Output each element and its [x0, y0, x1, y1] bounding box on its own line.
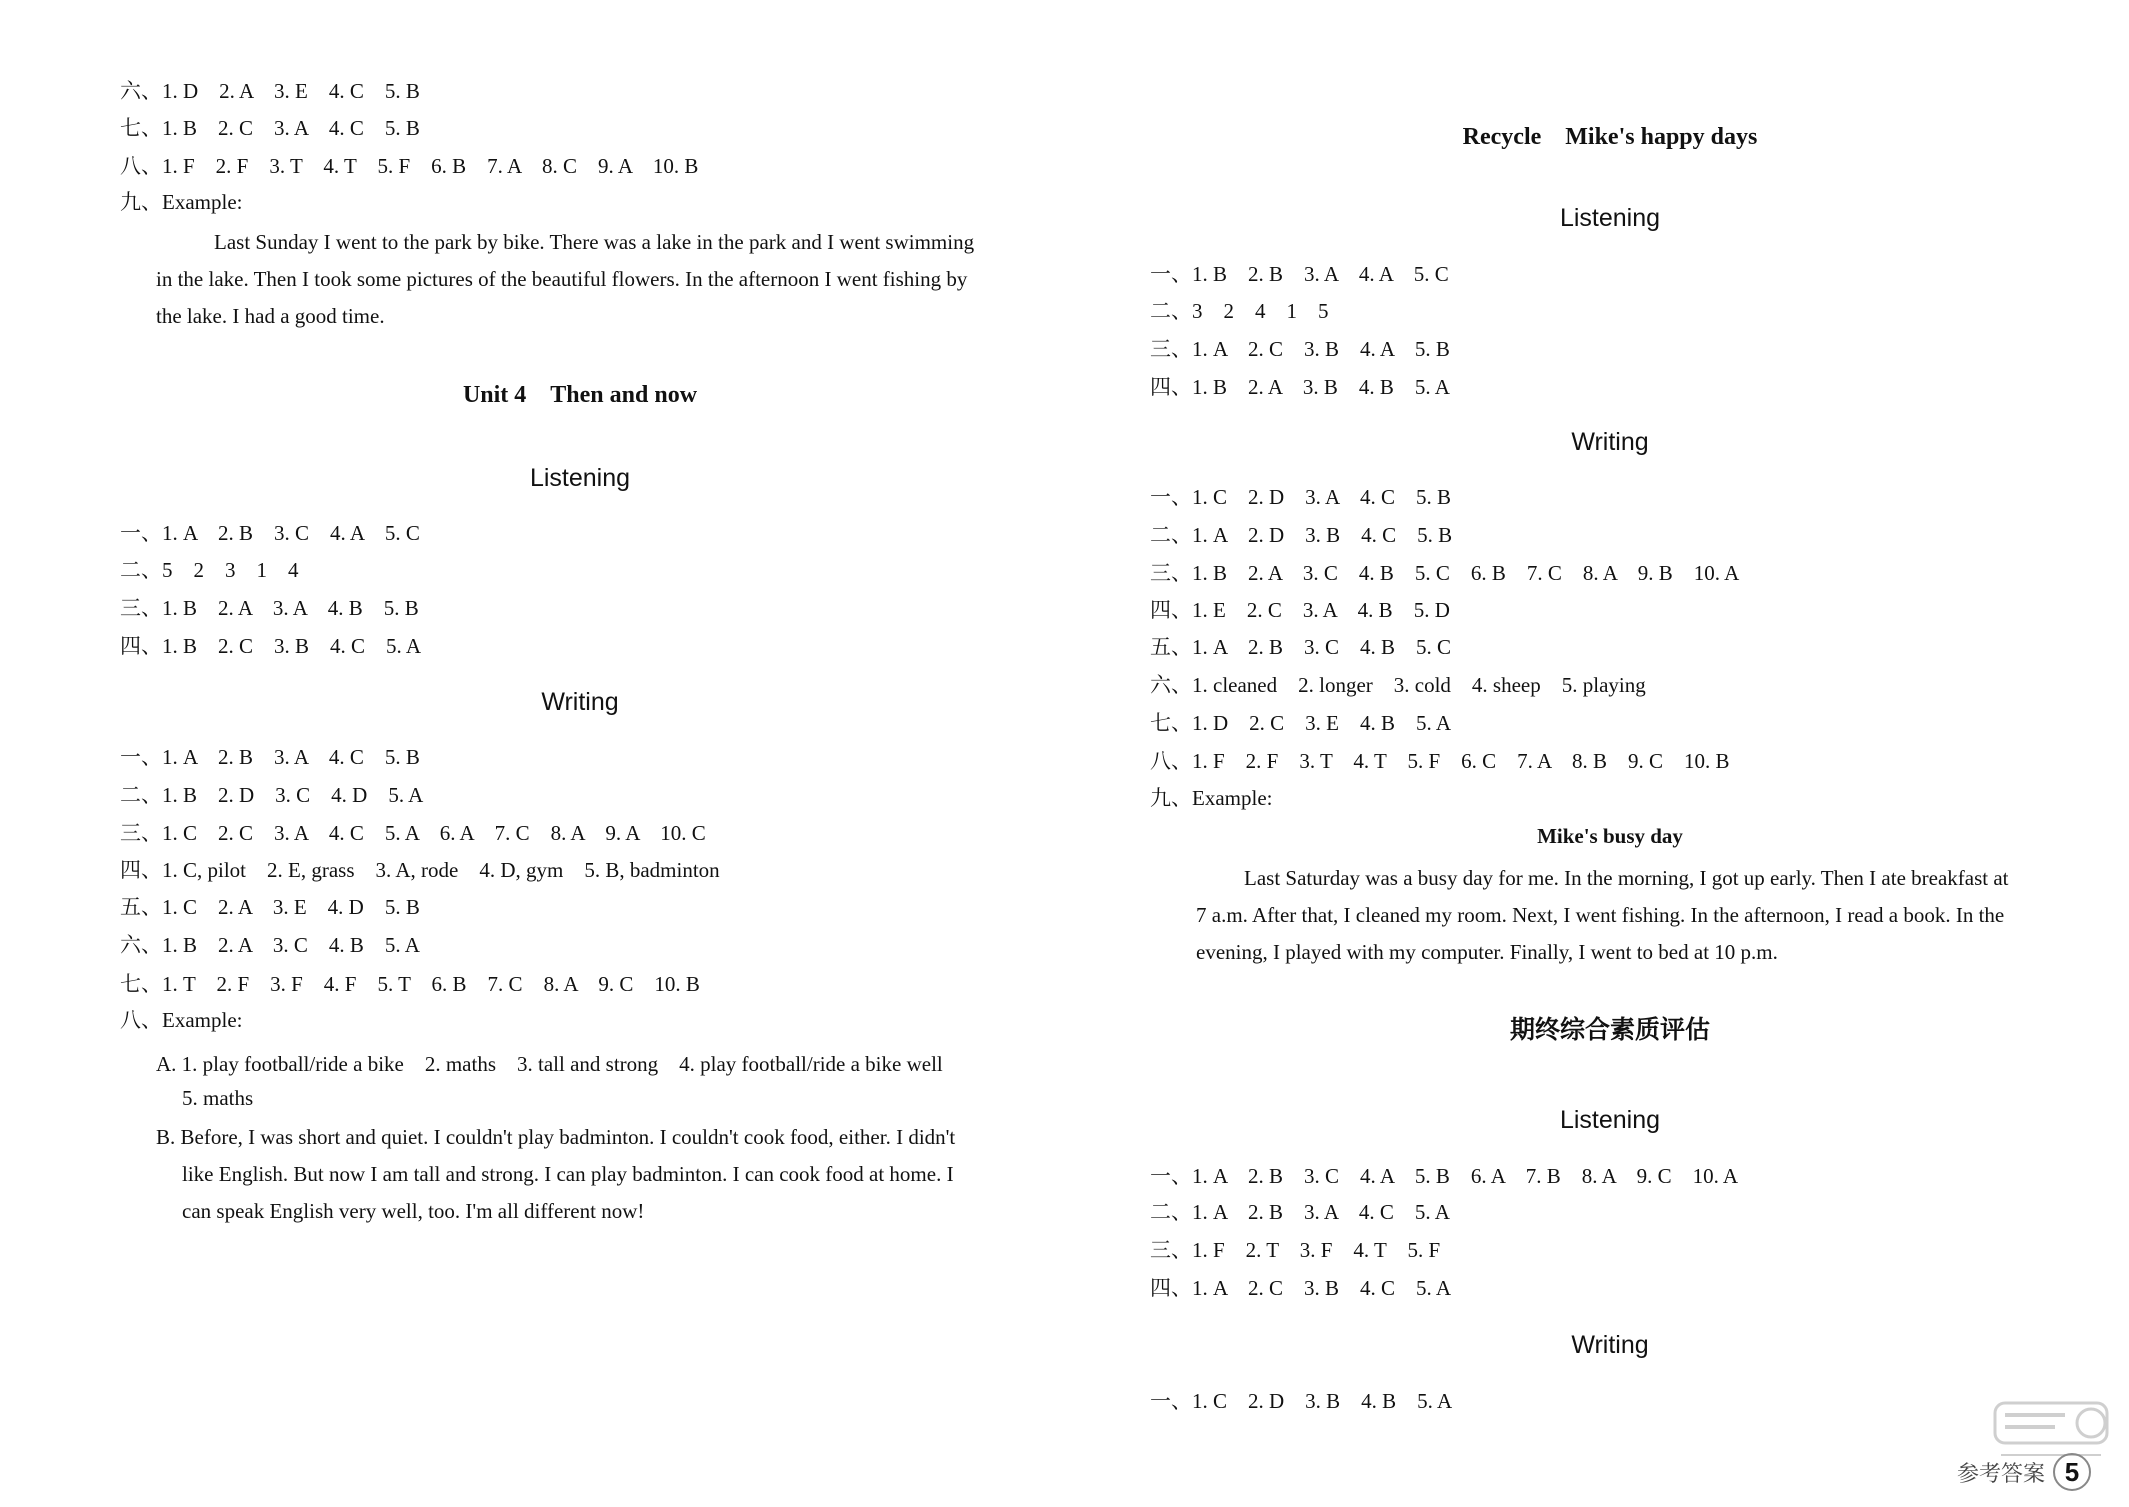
answer-line: 五、1. C 2. A 3. E 4. D 5. B [120, 895, 420, 919]
answer-line: 二、5 2 3 1 4 [120, 558, 299, 582]
answer-line: 三、1. F 2. T 3. F 4. T 5. F [1150, 1238, 1441, 1262]
answer-line: 一、1. C 2. D 3. B 4. B 5. A [1150, 1389, 1453, 1413]
final-assessment-title: 期终综合素质评估 [1509, 1015, 1710, 1044]
answer-line: 九、Example: [1150, 786, 1273, 810]
answer-line: 六、1. B 2. A 3. C 4. B 5. A [120, 933, 420, 957]
example-line: 5. maths [182, 1086, 254, 1110]
essay-line: the lake. I had a good time. [156, 304, 385, 328]
answer-line: 四、1. C, pilot 2. E, grass 3. A, rode 4. D, gym 5. B, badminton [120, 858, 720, 882]
answer-line: 八、Example: [120, 1008, 243, 1032]
essay-line: 7 a.m. After that, I cleaned my room. Next, I went fishing. In the afternoon, I read a book. In the [1196, 903, 2005, 927]
answer-line: 三、1. B 2. A 3. A 4. B 5. B [120, 596, 419, 620]
answer-line: 九、Example: [120, 190, 243, 214]
answer-line: 一、1. B 2. B 3. A 4. A 5. C [1150, 262, 1449, 286]
answer-line: 一、1. A 2. B 3. C 4. A 5. B 6. A 7. B 8. A 9. C 10. A [1150, 1164, 1739, 1188]
answer-line: 六、1. cleaned 2. longer 3. cold 4. sheep 5. playing [1150, 673, 1646, 697]
writing-heading: Writing [541, 688, 619, 716]
answer-line: 二、3 2 4 1 5 [1150, 299, 1329, 323]
answer-line: 一、1. C 2. D 3. A 4. C 5. B [1150, 485, 1452, 509]
answer-line: 七、1. B 2. C 3. A 4. C 5. B [120, 116, 420, 140]
example-line: B. Before, I was short and quiet. I couldn't play badminton. I couldn't cook food, either. I didn't [156, 1125, 956, 1149]
answer-line: 三、1. B 2. A 3. C 4. B 5. C 6. B 7. C 8. A 9. B 10. A [1150, 561, 1740, 585]
answer-line: 四、1. B 2. C 3. B 4. C 5. A [120, 634, 422, 658]
answer-line: 六、1. D 2. A 3. E 4. C 5. B [120, 79, 420, 103]
answer-line: 四、1. A 2. C 3. B 4. C 5. A [1150, 1276, 1452, 1300]
writing-heading: Writing [1571, 428, 1649, 456]
answer-line: 七、1. T 2. F 3. F 4. F 5. T 6. B 7. C 8. A 9. C 10. B [120, 972, 700, 996]
final-writing-heading: Writing [1571, 1331, 1649, 1359]
essay-line: in the lake. Then I took some pictures of the beautiful flowers. In the afternoon I went fishing by [156, 267, 968, 291]
listening-heading: Listening [529, 464, 631, 492]
footer-label: 参考答案 [1956, 1460, 2045, 1486]
example-line: can speak English very well, too. I'm all different now! [182, 1199, 645, 1223]
answer-line: 三、1. A 2. C 3. B 4. A 5. B [1150, 337, 1450, 361]
answer-line: 四、1. B 2. A 3. B 4. B 5. A [1150, 375, 1450, 399]
final-listening-heading: Listening [1559, 1106, 1661, 1134]
answer-line: 八、1. F 2. F 3. T 4. T 5. F 6. B 7. A 8. C 9. A 10. B [120, 154, 699, 178]
answer-line: 三、1. C 2. C 3. A 4. C 5. A 6. A 7. C 8. A 9. A 10. C [120, 821, 706, 845]
answer-line: 四、1. E 2. C 3. A 4. B 5. D [1150, 598, 1450, 622]
answer-line: 七、1. D 2. C 3. E 4. B 5. A [1150, 711, 1452, 735]
essay-title: Mike's busy day [1537, 824, 1683, 848]
answer-line: 一、1. A 2. B 3. C 4. A 5. C [120, 521, 420, 545]
example-line: like English. But now I am tall and strong. I can play badminton. I can cook food at home. I [182, 1162, 954, 1186]
answer-line: 五、1. A 2. B 3. C 4. B 5. C [1150, 635, 1452, 659]
example-line: A. 1. play football/ride a bike 2. maths 3. tall and strong 4. play football/ride a bike well [156, 1052, 943, 1076]
answer-line: 一、1. A 2. B 3. A 4. C 5. B [120, 745, 420, 769]
page-number: 5 [2053, 1453, 2091, 1491]
essay-line: Last Saturday was a busy day for me. In the morning, I got up early. Then I ate breakfast at [1244, 866, 2009, 890]
recycle-title: Recycle Mike's happy days [1462, 124, 1758, 150]
essay-line: evening, I played with my computer. Finally, I went to bed at 10 p.m. [1196, 940, 1778, 964]
listening-heading: Listening [1559, 204, 1661, 232]
essay-line: Last Sunday I went to the park by bike. There was a lake in the park and I went swimming [214, 230, 975, 254]
answer-line: 二、1. B 2. D 3. C 4. D 5. A [120, 783, 424, 807]
unit-title: Unit 4 Then and now [462, 382, 698, 408]
page-footer [1957, 1453, 2091, 1491]
answer-line: 二、1. A 2. B 3. A 4. C 5. A [1150, 1200, 1450, 1224]
answer-line: 八、1. F 2. F 3. T 4. T 5. F 6. C 7. A 8. B 9. C 10. B [1150, 749, 1730, 773]
answer-line: 二、1. A 2. D 3. B 4. C 5. B [1150, 523, 1453, 547]
